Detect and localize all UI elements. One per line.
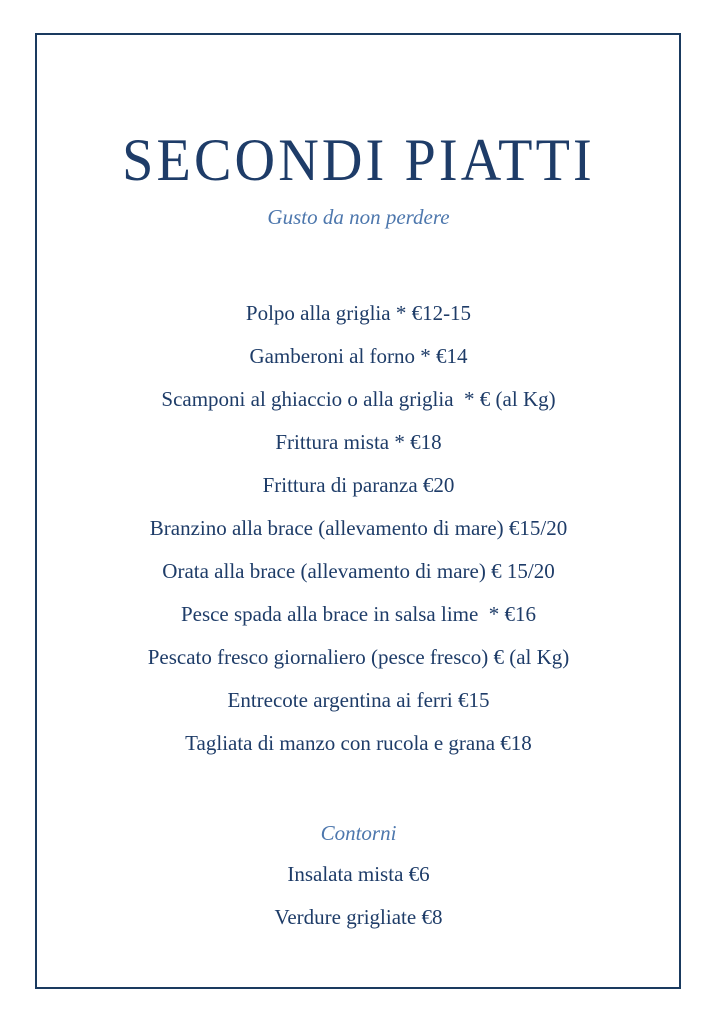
contorni-item: Verdure grigliate €8: [274, 905, 443, 929]
contorni-item: Insalata mista €6: [287, 862, 430, 886]
menu-subtitle: Gusto da non perdere: [267, 205, 450, 229]
menu-item: Frittura mista * €18: [275, 430, 442, 454]
menu-item: Tagliata di manzo con rucola e grana €18: [185, 731, 532, 755]
contorni-title: Contorni: [320, 821, 397, 845]
menu-item: Orata alla brace (allevamento di mare) € 15/20: [162, 559, 555, 583]
menu-item: Frittura di paranza €20: [262, 473, 455, 497]
menu-item: Gamberoni al forno * €14: [249, 344, 468, 368]
menu-item: Pescato fresco giornaliero (pesce fresco) € (al Kg): [147, 645, 570, 669]
menu-item: Entrecote argentina ai ferri €15: [227, 688, 490, 712]
contorni-items-list: [0, 853, 717, 939]
menu-item: Polpo alla griglia * €12-15: [245, 301, 472, 325]
menu-item: Branzino alla brace (allevamento di mare) €15/20: [149, 516, 568, 540]
menu-item: Pesce spada alla brace in salsa lime * €16: [180, 602, 537, 626]
menu-item: Scamponi al ghiaccio o alla griglia * € (al Kg): [161, 387, 556, 411]
menu-title: SECONDI PIATTI: [122, 126, 595, 194]
menu-items-list: [0, 292, 717, 765]
